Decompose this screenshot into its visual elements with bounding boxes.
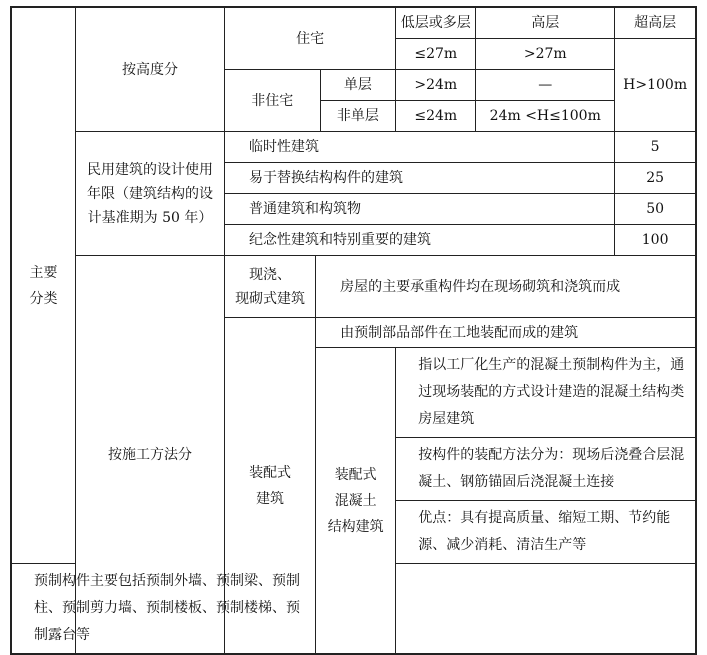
- residential-low-multi-value: ≤27m: [396, 39, 476, 70]
- by-height-label: 按高度分: [75, 7, 224, 132]
- service-life-years: 100: [615, 225, 696, 256]
- service-life-label: 民用建筑的设计使用年限（建筑结构的设计基准期为 50 年）: [75, 132, 224, 256]
- multi-story-low-multi-value: ≤24m: [396, 101, 476, 132]
- prefab-concrete-label: 装配式 混凝土 结构建筑: [316, 348, 396, 655]
- non-residential-label: 非住宅: [224, 70, 320, 132]
- service-life-years: 5: [615, 132, 696, 163]
- service-life-years: 25: [615, 163, 696, 194]
- classification-table-wrapper: [10, 6, 697, 655]
- multi-story-high-value: 24m <H≤100m: [476, 101, 615, 132]
- residential-high-value: >27m: [476, 39, 615, 70]
- service-life-category: 普通建筑和构筑物: [224, 194, 614, 225]
- multi-story-label: 非单层: [320, 101, 396, 132]
- single-story-label: 单层: [320, 70, 396, 101]
- col-low-multi-header: 低层或多层: [396, 7, 476, 39]
- cast-in-place-description: 房屋的主要承重构件均在现场砌筑和浇筑而成: [316, 256, 696, 318]
- service-life-category: 临时性建筑: [224, 132, 614, 163]
- col-super-header: 超高层: [615, 7, 696, 39]
- prefab-concrete-definition: 指以工厂化生产的混凝土预制构件为主，通过现场装配的方式设计建造的混凝土结构类房屋建筑: [396, 348, 696, 438]
- building-classification-table: [10, 6, 697, 655]
- super-high-value: H>100m: [615, 39, 696, 132]
- prefab-concrete-advantages: 优点：具有提高质量、缩短工期、节约能源、减少消耗、清洁生产等: [396, 501, 696, 564]
- single-story-high-value: —: [476, 70, 615, 101]
- prefab-building-description: 由预制部品部件在工地装配而成的建筑: [316, 318, 696, 348]
- service-life-years: 50: [615, 194, 696, 225]
- single-story-low-multi-value: >24m: [396, 70, 476, 101]
- prefab-concrete-assembly-method: 按构件的装配方法分为：现场后浇叠合层混凝土、钢筋锚固后浇混凝土连接: [396, 438, 696, 501]
- by-construction-label: 按施工方法分: [75, 256, 224, 655]
- residential-label: 住宅: [224, 7, 395, 70]
- main-category-label: 主要 分类: [11, 7, 75, 564]
- prefab-concrete-components: 预制构件主要包括预制外墙、预制梁、预制柱、预制剪力墙、预制楼板、预制楼梯、预制露台等: [11, 564, 316, 655]
- service-life-category: 纪念性建筑和特别重要的建筑: [224, 225, 614, 256]
- prefab-building-label: 装配式 建筑: [224, 318, 315, 655]
- col-high-header: 高层: [476, 7, 615, 39]
- service-life-category: 易于替换结构构件的建筑: [224, 163, 614, 194]
- cast-in-place-label: 现浇、 现砌式建筑: [224, 256, 315, 318]
